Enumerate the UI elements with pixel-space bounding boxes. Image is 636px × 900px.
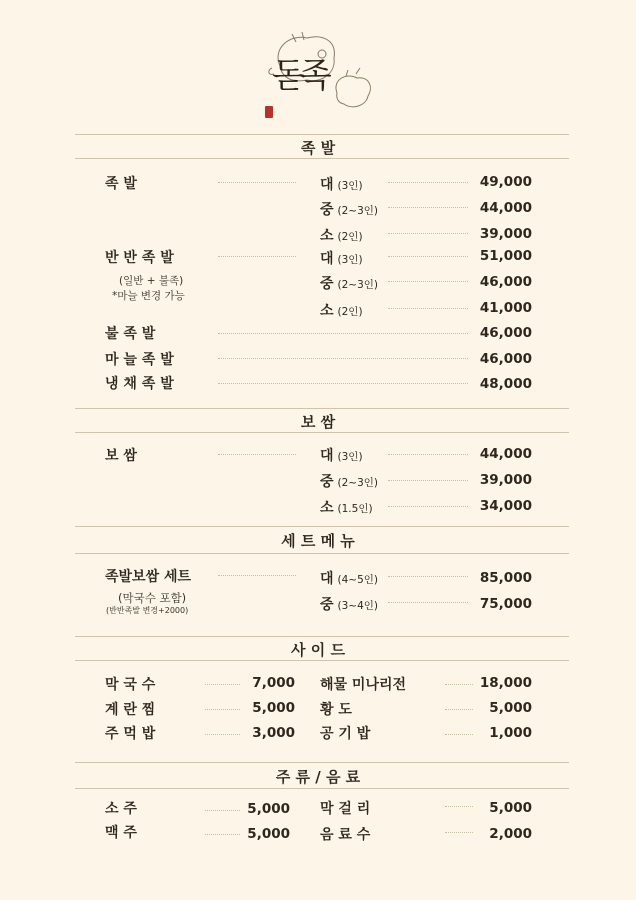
price: 85,000 — [479, 570, 532, 586]
menu-item-side: 황 도 — [320, 702, 352, 718]
menu-item-side: 주 먹 밥 — [105, 726, 156, 742]
price: 49,000 — [479, 174, 532, 190]
menu-item-maneul-jokbal: 마 늘 족 발 — [105, 352, 174, 368]
menu-note: *마늘 변경 가능 — [112, 290, 185, 302]
price: 48,000 — [479, 376, 532, 392]
price: 5,000 — [489, 800, 532, 816]
section-title-jokbal: 족 발 — [300, 139, 336, 157]
dotted-leader — [218, 256, 296, 257]
menu-item-banban-jokbal: 반 반 족 발 — [105, 250, 174, 266]
size-small: 소 (2인) — [320, 303, 363, 319]
price: 7,000 — [252, 675, 295, 691]
price: 34,000 — [479, 498, 532, 514]
size-large: 대 (3인) — [320, 251, 363, 267]
divider — [75, 408, 569, 409]
price: 18,000 — [479, 675, 532, 691]
menu-item-set: 족발보쌈 세트 — [105, 569, 192, 585]
divider — [75, 526, 569, 527]
menu-note: (반반족발 변경+2000) — [106, 606, 189, 615]
section-title-drinks: 주 류 / 음 료 — [275, 768, 361, 786]
price: 46,000 — [479, 351, 532, 367]
size-large: 대 (3인) — [320, 177, 363, 193]
price: 2,000 — [489, 826, 532, 842]
menu-note: (막국수 포함) — [118, 591, 187, 605]
menu-item-side: 해물 미나리전 — [320, 677, 407, 693]
menu-item-bossam: 보 쌈 — [105, 448, 137, 464]
dotted-leader — [218, 575, 296, 576]
size-medium: 중 (2~3인) — [320, 202, 379, 218]
section-title-bossam: 보 쌈 — [300, 413, 336, 431]
price: 5,000 — [489, 700, 532, 716]
section-title-set: 세 트 메 뉴 — [281, 532, 355, 550]
price: 46,000 — [479, 274, 532, 290]
menu-item-side: 공 기 밥 — [320, 726, 371, 742]
size-large: 대 (3인) — [320, 448, 363, 464]
menu-item-drink: 막 걸 리 — [320, 801, 371, 817]
divider — [75, 660, 569, 661]
divider — [75, 134, 569, 135]
divider — [75, 158, 569, 159]
dotted-leader — [218, 383, 468, 384]
price: 46,000 — [479, 325, 532, 341]
menu-item-side: 막 국 수 — [105, 677, 156, 693]
menu-item-naengchae-jokbal: 냉 채 족 발 — [105, 376, 174, 392]
price: 41,000 — [479, 300, 532, 316]
dotted-leader — [218, 333, 468, 334]
section-title-side: 사 이 드 — [291, 641, 345, 659]
price: 44,000 — [479, 446, 532, 462]
size-small: 소 (2인) — [320, 228, 363, 244]
menu-item-drink: 음 료 수 — [320, 827, 371, 843]
price: 1,000 — [489, 725, 532, 741]
size-small: 소 (1.5인) — [320, 500, 373, 516]
menu-note: (일반 + 불족) — [119, 275, 184, 287]
size-medium: 중 (2~3인) — [320, 276, 379, 292]
size-medium: 중 (2~3인) — [320, 474, 379, 490]
price: 5,000 — [247, 801, 290, 817]
price: 5,000 — [247, 826, 290, 842]
size-medium: 중 (3~4인) — [320, 597, 379, 613]
dotted-leader — [218, 454, 296, 455]
brand-logo — [262, 28, 377, 123]
price: 5,000 — [252, 700, 295, 716]
price: 39,000 — [479, 472, 532, 488]
menu-item-drink: 소 주 — [105, 801, 137, 817]
size-large: 대 (4~5인) — [320, 571, 379, 587]
price: 44,000 — [479, 200, 532, 216]
menu-item-side: 계 란 찜 — [105, 702, 156, 718]
red-seal-stamp — [265, 106, 273, 118]
logo-text: 돋족 — [272, 56, 326, 96]
price: 75,000 — [479, 596, 532, 612]
price: 3,000 — [252, 725, 295, 741]
dotted-leader — [218, 358, 468, 359]
divider — [75, 788, 569, 789]
dotted-leader — [218, 182, 296, 183]
menu-item-drink: 맥 주 — [105, 825, 137, 841]
divider — [75, 432, 569, 433]
divider — [75, 762, 569, 763]
price: 51,000 — [479, 248, 532, 264]
menu-item-bul-jokbal: 불 족 발 — [105, 326, 156, 342]
divider — [75, 553, 569, 554]
divider — [75, 636, 569, 637]
menu-item-jokbal: 족 발 — [105, 176, 137, 192]
price: 39,000 — [479, 226, 532, 242]
